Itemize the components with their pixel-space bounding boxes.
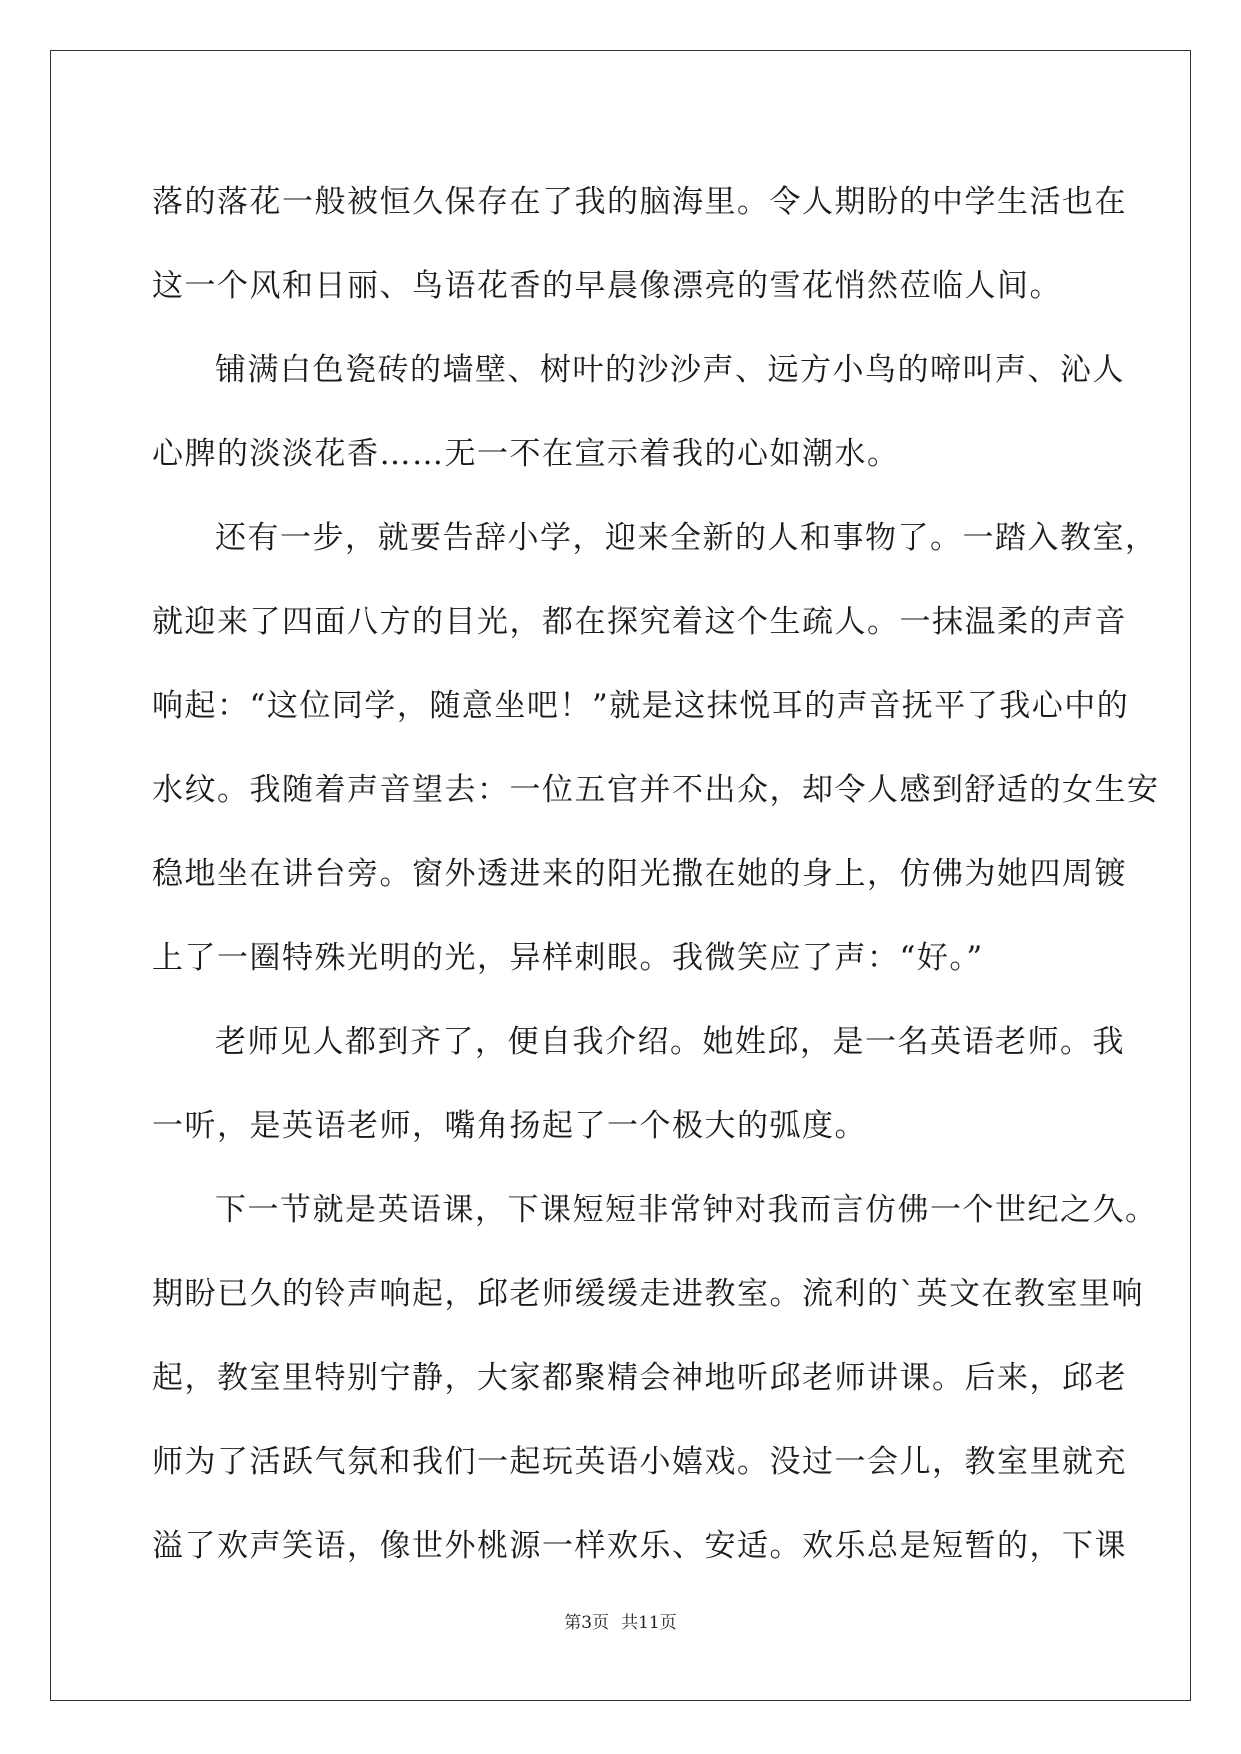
text-line: 稳地坐在讲台旁。窗外透进来的阳光撒在她的身上，仿佛为她四周镀 bbox=[152, 856, 1127, 892]
text-line: 响起：“这位同学，随意坐吧！”就是这抹悦耳的声音抚平了我心中的 bbox=[152, 688, 1130, 724]
document-body bbox=[152, 160, 1160, 1588]
text-line: 起，教室里特别宁静，大家都聚精会神地听邱老师讲课。后来，邱老 bbox=[152, 1360, 1127, 1396]
paragraph-start-line: 铺满白色瓷砖的墙壁、树叶的沙沙声、远方小鸟的啼叫声、沁人 bbox=[215, 352, 1125, 388]
text-line: 这一个风和日丽、鸟语花香的早晨像漂亮的雪花悄然莅临人间。 bbox=[152, 268, 1062, 304]
page-total: 共11页 bbox=[621, 1613, 677, 1633]
page-footer bbox=[0, 1608, 1241, 1633]
text-line: 就迎来了四面八方的目光，都在探究着这个生疏人。一抹温柔的声音 bbox=[152, 604, 1127, 640]
page-number: 第3页 bbox=[564, 1613, 610, 1633]
text-line: 落的落花一般被恒久保存在了我的脑海里。令人期盼的中学生活也在 bbox=[152, 184, 1127, 220]
text-line: 一听，是英语老师，嘴角扬起了一个极大的弧度。 bbox=[152, 1108, 867, 1144]
paragraph-start-line: 老师见人都到齐了，便自我介绍。她姓邱，是一名英语老师。我 bbox=[215, 1024, 1125, 1060]
text-line: 溢了欢声笑语，像世外桃源一样欢乐、安适。欢乐总是短暂的，下课 bbox=[152, 1528, 1127, 1564]
paragraph-start-line: 下一节就是英语课，下课短短非常钟对我而言仿佛一个世纪之久。 bbox=[215, 1192, 1158, 1228]
text-line: 上了一圈特殊光明的光，异样刺眼。我微笑应了声：“好。” bbox=[152, 940, 984, 976]
text-line: 心脾的淡淡花香……无一不在宣示着我的心如潮水。 bbox=[152, 436, 900, 472]
text-line: 水纹。我随着声音望去：一位五官并不出众，却令人感到舒适的女生安 bbox=[152, 772, 1160, 808]
text-line: 期盼已久的铃声响起，邱老师缓缓走进教室。流利的`英文在教室里响 bbox=[152, 1276, 1144, 1312]
text-line: 师为了活跃气氛和我们一起玩英语小嬉戏。没过一会儿，教室里就充 bbox=[152, 1444, 1127, 1480]
paragraph-start-line: 还有一步，就要告辞小学，迎来全新的人和事物了。一踏入教室， bbox=[215, 520, 1158, 556]
